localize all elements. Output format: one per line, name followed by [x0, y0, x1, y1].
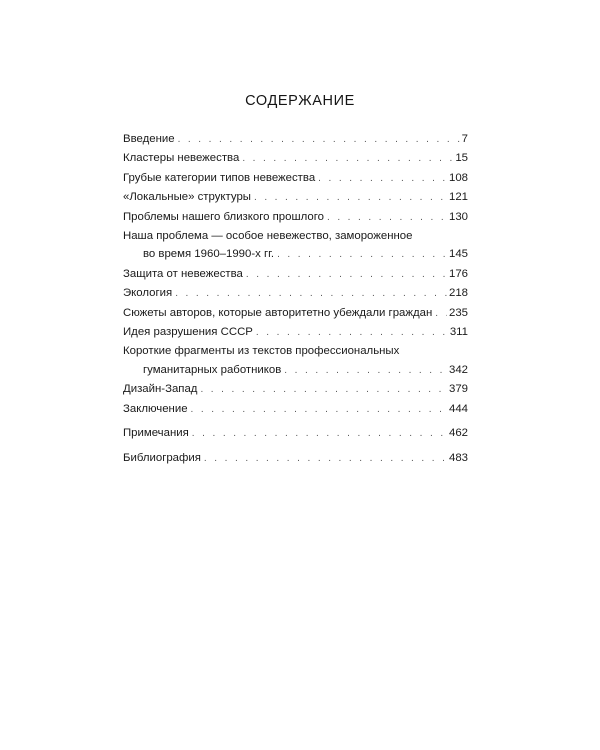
dot-leader — [175, 285, 447, 303]
toc-page-number: 121 — [448, 191, 468, 204]
toc-entry-title: Кластеры невежества — [123, 152, 240, 165]
toc-page-number: 7 — [461, 133, 468, 145]
toc-entry-title: Проблемы нашего близкого прошлого — [123, 210, 324, 223]
dot-leader — [318, 170, 447, 188]
dot-leader — [435, 305, 447, 323]
toc-page-number: 108 — [448, 171, 468, 184]
toc-entry-protection[interactable] — [123, 265, 468, 284]
toc-entry-title: Идея разрушения СССР — [123, 326, 253, 339]
page-title: СОДЕРЖАНИЕ — [245, 93, 355, 109]
dot-leader — [277, 246, 447, 264]
toc-entry-design-west[interactable] — [123, 380, 468, 399]
toc-page-number: 218 — [448, 287, 468, 300]
toc-page-number: 15 — [455, 152, 468, 165]
toc-page-number: 145 — [448, 248, 468, 261]
toc-entry-title: Библиография — [123, 451, 201, 464]
toc-entry-title: Примечания — [123, 427, 189, 440]
dot-leader — [246, 266, 447, 284]
dot-leader — [254, 189, 447, 207]
toc-page-number: 342 — [448, 363, 468, 376]
toc-page-number: 130 — [448, 210, 468, 223]
dot-leader — [192, 425, 447, 443]
toc-entry-title: Дизайн-Запад — [123, 383, 198, 396]
dot-leader — [327, 209, 447, 227]
toc-page-number: 462 — [448, 427, 468, 440]
toc-page-number: 235 — [448, 306, 468, 319]
dot-leader — [200, 381, 447, 399]
table-of-contents — [123, 130, 468, 468]
toc-page-number: 176 — [448, 267, 468, 280]
toc-entry-clusters[interactable] — [123, 149, 468, 168]
toc-entry-recent-past[interactable] — [123, 208, 468, 227]
toc-entry-title: «Локальные» структуры — [123, 191, 251, 204]
toc-entry-title: Заключение — [123, 402, 188, 415]
toc-entry-local-structures[interactable] — [123, 188, 468, 207]
dot-leader — [178, 131, 460, 149]
toc-entry-notes[interactable] — [123, 424, 468, 443]
toc-entry-bibliography[interactable] — [123, 449, 468, 468]
toc-entry-short-fragments[interactable] — [123, 342, 468, 380]
toc-entry-conclusion[interactable] — [123, 400, 468, 419]
toc-entry-ussr-destruction[interactable] — [123, 323, 468, 342]
toc-entry-rough-categories[interactable] — [123, 169, 468, 188]
toc-page-number: 311 — [449, 326, 468, 339]
dot-leader — [284, 362, 447, 380]
toc-entry-introduction[interactable] — [123, 130, 468, 149]
toc-entry-title: Введение — [123, 133, 175, 145]
dot-leader — [242, 150, 453, 168]
toc-entry-title: Грубые категории типов невежества — [123, 171, 316, 184]
toc-page-number: 379 — [448, 383, 468, 396]
toc-entry-title-continued: гуманитарных работников — [143, 363, 282, 376]
dot-leader — [256, 324, 448, 342]
toc-entry-our-problem[interactable] — [123, 227, 468, 265]
toc-page-number: 483 — [448, 451, 468, 464]
toc-entry-title-continued: во время 1960–1990-х гг. — [143, 248, 275, 261]
toc-entry-title: Сюжеты авторов, которые авторитетно убеждали граждан — [123, 306, 433, 319]
toc-entry-title: Наша проблема — особое невежество, замороженное — [123, 230, 413, 243]
toc-entry-title: Экология — [123, 287, 173, 300]
toc-entry-ecology[interactable] — [123, 284, 468, 303]
toc-entry-author-plots[interactable] — [123, 304, 468, 323]
toc-page-number: 444 — [448, 402, 468, 415]
toc-entry-title: Защита от невежества — [123, 267, 243, 280]
toc-entry-title: Короткие фрагменты из текстов профессиональных — [123, 345, 400, 358]
dot-leader — [204, 450, 447, 468]
dot-leader — [191, 401, 447, 419]
